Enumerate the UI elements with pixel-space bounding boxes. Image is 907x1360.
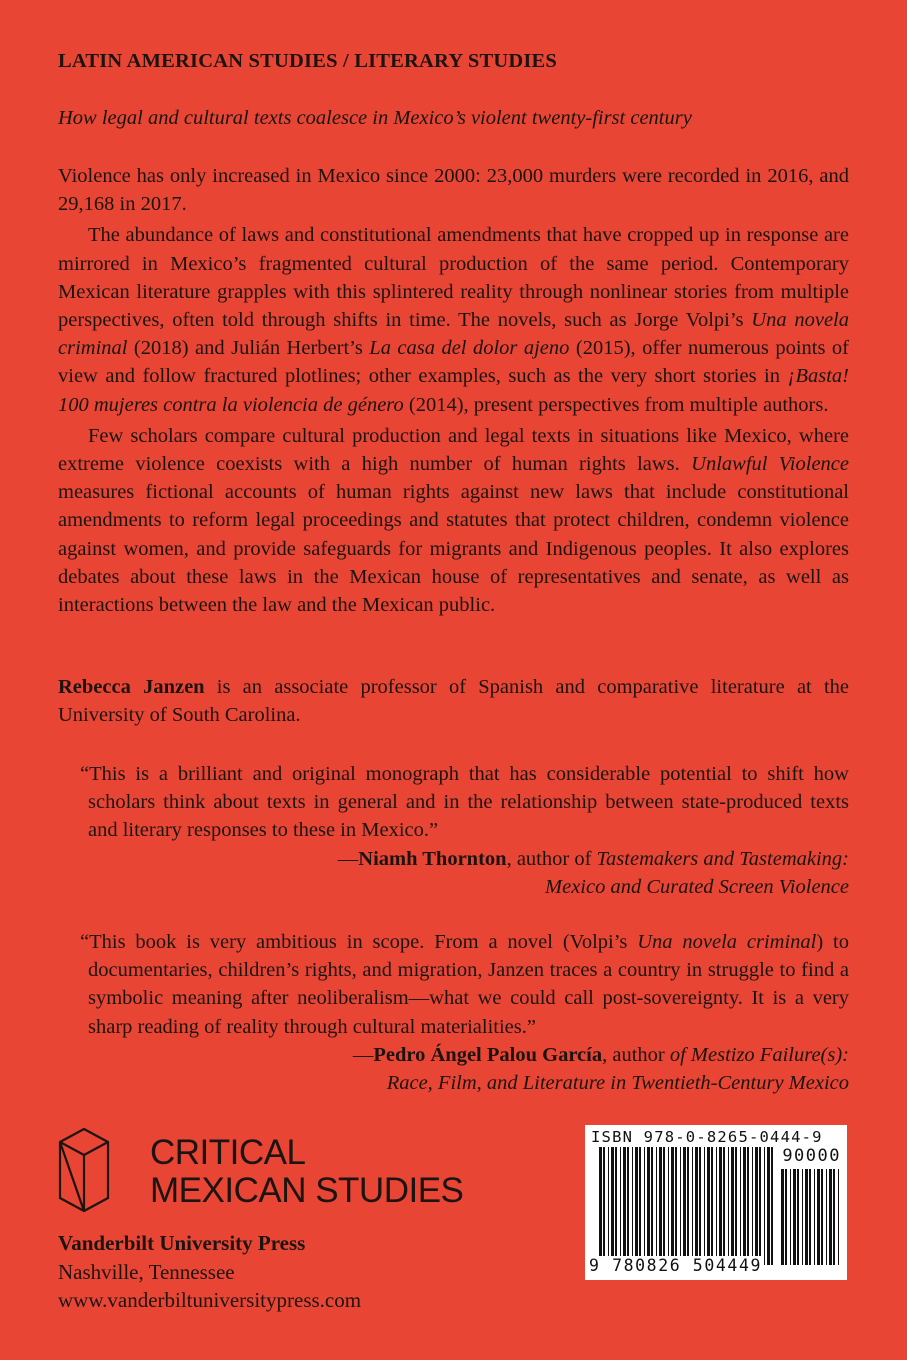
author-bio: Rebecca Janzen is an associate professor of Spanish and comparative literature at the University of South Carolina. <box>58 676 849 727</box>
barcode-box <box>585 1125 847 1280</box>
description-paragraph-2: The abundance of laws and constitutional amendments that have cropped up in response are mirrored in Mexico’s fragmented cultural production of the same period. Contemporary Mexican literature grapples with this splintered reality through nonlinear stories from multiple perspectives, often told through shifts in time. The novels, such as Jorge Volpi’s Una novela criminal (2018) and Julián Herbert’s La casa del dolor ajeno (2015), offer numerous points of view and follow fractured plotlines; other examples, such as the very short stories in ¡Basta! 100 mujeres contra la violencia de género (2014), present perspectives from multiple authors. <box>58 224 850 416</box>
publisher-city: Nashville, Tennessee <box>58 1259 235 1284</box>
series-name <box>150 1134 463 1210</box>
category-label: LATIN AMERICAN STUDIES / LITERARY STUDIES <box>58 50 558 72</box>
title-una-novela-criminal: Una novela criminal <box>58 309 849 360</box>
publisher-block <box>58 1229 361 1315</box>
blurb-1 <box>58 760 849 901</box>
book-description <box>58 162 849 619</box>
tagline: How legal and cultural texts coalesce in Mexico’s violent twenty-first century <box>58 107 692 129</box>
blurb-2 <box>58 928 849 1097</box>
publisher-name: Vanderbilt University Press <box>58 1231 306 1255</box>
blurb-1-name: Niamh Thornton <box>358 847 507 870</box>
blurb-2-text: “This book is very ambitious in scope. From a novel (Volpi’s Una novela criminal) to documentaries, children’s rights, and migration, Janzen traces a country in struggle to find a symbolic meaning after neoliberalism—what we could call post-sovereignty. It is a very sharp reading of reality through cultural materialities.” <box>80 931 849 1038</box>
blurb-1-text: “This is a brilliant and original monograph that has considerable potential to shift how scholars think about texts in general and in the relationship between state-produced texts and literary responses to these in Mexico.” <box>80 763 849 842</box>
price-code: 90000 <box>782 1146 841 1166</box>
title-unlawful-violence: Unlawful Violence <box>691 453 849 476</box>
title-basta: ¡Basta! 100 mujeres contra la violencia de género <box>58 365 849 416</box>
author-name: Rebecca Janzen <box>58 676 205 698</box>
cube-outline-icon <box>58 1127 110 1213</box>
blurb-1-attribution: —Niamh Thornton, author of Tastemakers and Tastemaking: Mexico and Curated Screen Violence <box>337 847 849 898</box>
series-line-2: MEXICAN STUDIES <box>150 1171 464 1210</box>
blurb-2-attribution: —Pedro Ángel Palou García, author of Mestizo Failure(s): Race, Film, and Literature in Twentieth-Century Mexico <box>352 1043 849 1095</box>
ean-number: 9 780826 504449 <box>589 1256 763 1275</box>
blurb-2-name: Pedro Ángel Palou García <box>373 1043 603 1066</box>
description-paragraph-1: Violence has only increased in Mexico since 2000: 23,000 murders were recorded in 2016, and 29,168 in 2017. <box>58 165 849 216</box>
isbn-label: ISBN 978-0-8265-0444-9 <box>591 1128 823 1146</box>
publisher-website: www.vanderbiltuniversitypress.com <box>58 1288 362 1312</box>
description-paragraph-3: Few scholars compare cultural production and legal texts in situations like Mexico, where extreme violence coexists with a high number of human rights laws. Unlawful Violence measures fictional accounts of human rights against new laws that include constitutional amendments to reform legal proceedings and statutes that protect children, condemn violence against women, and provide safeguards for migrants and Indigenous peoples. It also explores debates about these laws in the Mexican house of representatives and senate, as well as interactions between the law and the Mexican public. <box>58 424 849 617</box>
series-line-1: CRITICAL <box>150 1133 306 1172</box>
title-la-casa-del-dolor-ajeno: La casa del dolor ajeno <box>369 337 570 360</box>
